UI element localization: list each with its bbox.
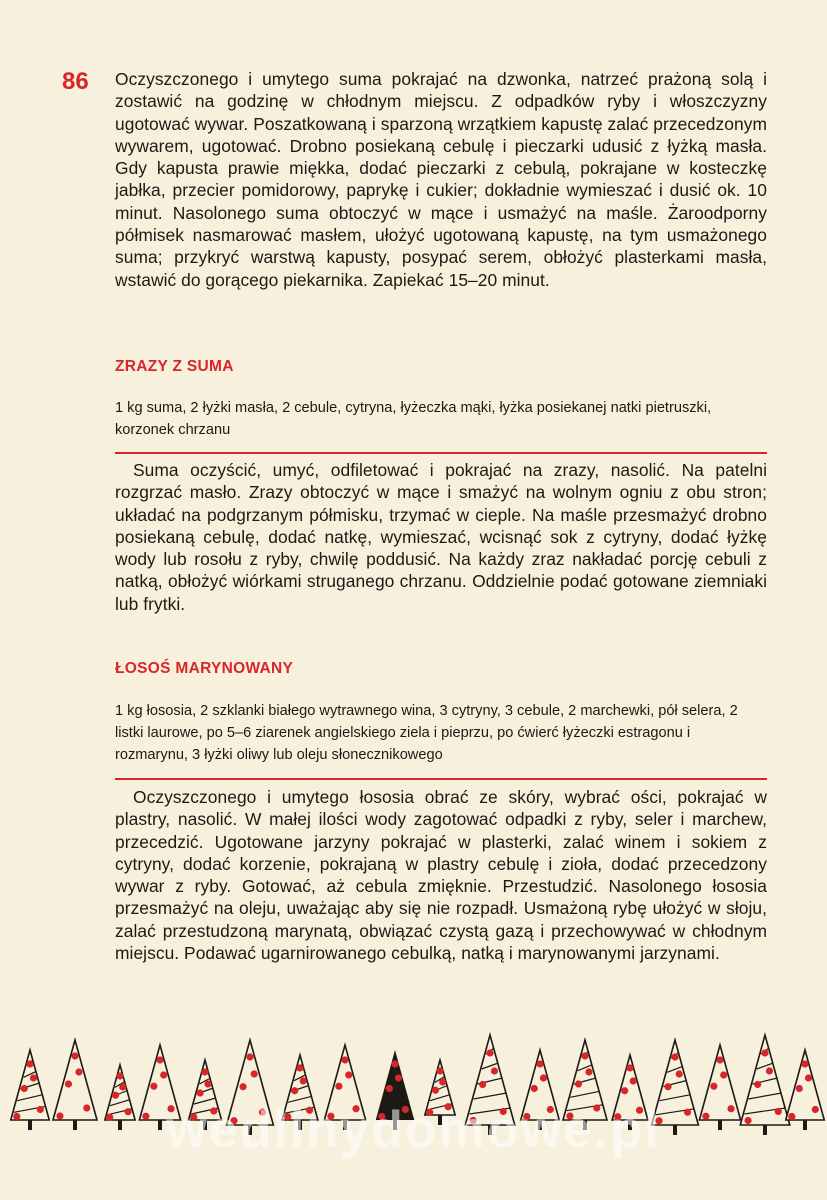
ornament-icon xyxy=(300,1077,307,1084)
ornament-icon xyxy=(676,1070,683,1077)
recipe-title-losos: ŁOSOŚ MARYNOWANY xyxy=(115,660,294,677)
ornament-icon xyxy=(621,1087,628,1094)
ornament-icon xyxy=(246,1053,253,1060)
ornament-icon xyxy=(801,1060,808,1067)
ornament-icon xyxy=(30,1074,37,1081)
ornament-icon xyxy=(626,1064,633,1071)
intro-paragraph: Oczyszczonego i umytego suma pokrajać na dzwonka, natrzeć prażoną solą i zostawić na godzinę w chłodnym miejscu. Z odpadków ryby i włoszczyzny ugotować wywar. Poszatkowaną i sparzoną wrzątkiem kapustę zalać przecedzonym wywarem, ugotować. Drobno posiekaną cebulę i pieczarki udusić z łyżką masła. Gdy kapusta prawie miękka, dodać pieczarki z cebulą, pokrajane w kosteczkę jabłka, przecier pomidorowy, paprykę i cukier; dokładnie wymieszać i dusić ok. 10 minut. Nasolonego suma obtoczyć w mące i usmażyć na maśle. Żaroodporny półmisek nasmarować masłem, ułożyć ugotowaną kapustę, na tym usmażonego suma; przykryć warstwą kapusty, posypać serem, obłożyć plasterkami masła, wstawić do gorącego piekarnika. Zapiekać 15–20 minut. xyxy=(115,69,767,290)
ornament-icon xyxy=(531,1085,538,1092)
ornament-icon xyxy=(296,1064,303,1071)
ornament-icon xyxy=(436,1067,443,1074)
ornament-icon xyxy=(720,1071,727,1078)
ornament-icon xyxy=(805,1074,812,1081)
ornament-icon xyxy=(754,1081,761,1088)
ornament-icon xyxy=(335,1083,342,1090)
ornament-icon xyxy=(112,1092,119,1099)
ornament-icon xyxy=(75,1068,82,1075)
ornament-icon xyxy=(766,1067,773,1074)
ornament-icon xyxy=(345,1071,352,1078)
recipe-title-zrazy: ZRAZY Z SUMA xyxy=(115,358,234,375)
ornament-icon xyxy=(119,1083,126,1090)
ornament-icon xyxy=(391,1060,398,1067)
ornament-icon xyxy=(796,1085,803,1092)
ornament-icon xyxy=(710,1083,717,1090)
ornament-icon xyxy=(65,1080,72,1087)
ornament-icon xyxy=(116,1072,123,1079)
ingredients-zrazy: 1 kg suma, 2 łyżki masła, 2 cebule, cytryna, łyżeczka mąki, łyżka posiekanej natki pietruszki, korzonek chrzanu xyxy=(115,400,712,438)
ornament-icon xyxy=(156,1056,163,1063)
ornament-icon xyxy=(201,1068,208,1075)
ornament-icon xyxy=(671,1053,678,1060)
ornament-icon xyxy=(575,1080,582,1087)
method-zrazy: Suma oczyścić, umyć, odfiletować i pokrajać na zrazy, nasolić. Na patelni rozgrzać masło. Zrazy obtoczyć w mące i smażyć na wolnym ogniu z obu stron; układać na podgrzanym półmisku, trzymać w cieple. Na maśle przesmażyć drobno posiekaną cebulę, dodać natkę, wymieszać, wcisnąć sok z cytryny, dodać łyżkę wody lub rosołu z ryby, chwilę poddusić. Na każdy zraz nakładać porcję cebuli z natką, obłożyć wiórkami struganego chrzanu. Oddzielnie podać gotowane ziemniaki lub frytki. xyxy=(115,460,767,614)
ornament-icon xyxy=(150,1083,157,1090)
ornament-icon xyxy=(196,1089,203,1096)
ornament-icon xyxy=(761,1049,768,1056)
ornament-icon xyxy=(491,1067,498,1074)
ornament-icon xyxy=(395,1074,402,1081)
ornament-icon xyxy=(585,1068,592,1075)
ornament-icon xyxy=(160,1071,167,1078)
ornament-icon xyxy=(239,1083,246,1090)
ornament-icon xyxy=(26,1060,33,1067)
ornament-icon xyxy=(251,1070,258,1077)
ornament-icon xyxy=(581,1052,588,1059)
ornament-icon xyxy=(479,1081,486,1088)
watermark: wedlinydomowe.pl xyxy=(166,1101,661,1159)
ornament-icon xyxy=(439,1078,446,1085)
ornament-icon xyxy=(21,1085,28,1092)
ornament-icon xyxy=(71,1052,78,1059)
page-number: 86 xyxy=(62,68,89,95)
ornament-icon xyxy=(432,1087,439,1094)
ornament-icon xyxy=(291,1087,298,1094)
ornament-icon xyxy=(386,1085,393,1092)
ornament-icon xyxy=(486,1049,493,1056)
ornament-icon xyxy=(536,1060,543,1067)
ornament-icon xyxy=(716,1056,723,1063)
divider-rule xyxy=(115,452,767,454)
ornament-icon xyxy=(204,1080,211,1087)
ingredients-losos: 1 kg łososia, 2 szklanki białego wytrawnego wina, 3 cytryny, 3 cebule, 2 marchewki, pół selera, 2 listki laurowe, po 5–6 ziarenek angielskiego ziela i pieprzu, po ćwierć łyżeczki estragonu i rozmarynu, 3 łyżki oliwy lub oleju słonecznikowego xyxy=(115,703,738,763)
ornament-icon xyxy=(664,1083,671,1090)
method-losos: Oczyszczonego i umytego łososia obrać ze skóry, wybrać ości, pokrajać w plastry, nasolić. W małej ilości wody zagotować odpadki z ryby, seler i marchew, przecedzić. Ugotowane jarzyny pokrajać w plasterki, zalać winem i sokiem z cytryny, dodać korzenie, pokrajaną w plastry cebulę i zioła, dodać przecedzony wywar z ryby. Gotować, aż cebula zmięknie. Przestudzić. Nasolonego łososia przesmażyć na oleju, uważając aby się nie rozpadł. Usmażoną rybę ułożyć w słoju, zalać przestudzoną marynatą, obwiązać czystą gazą i przechowywać w chłodnym miejscu. Podawać ugarnirowanego cebulką, natką i marynowanymi jarzynami. xyxy=(115,787,767,964)
ornament-icon xyxy=(540,1074,547,1081)
divider-rule xyxy=(115,778,767,780)
ornament-icon xyxy=(630,1077,637,1084)
ornament-icon xyxy=(341,1056,348,1063)
